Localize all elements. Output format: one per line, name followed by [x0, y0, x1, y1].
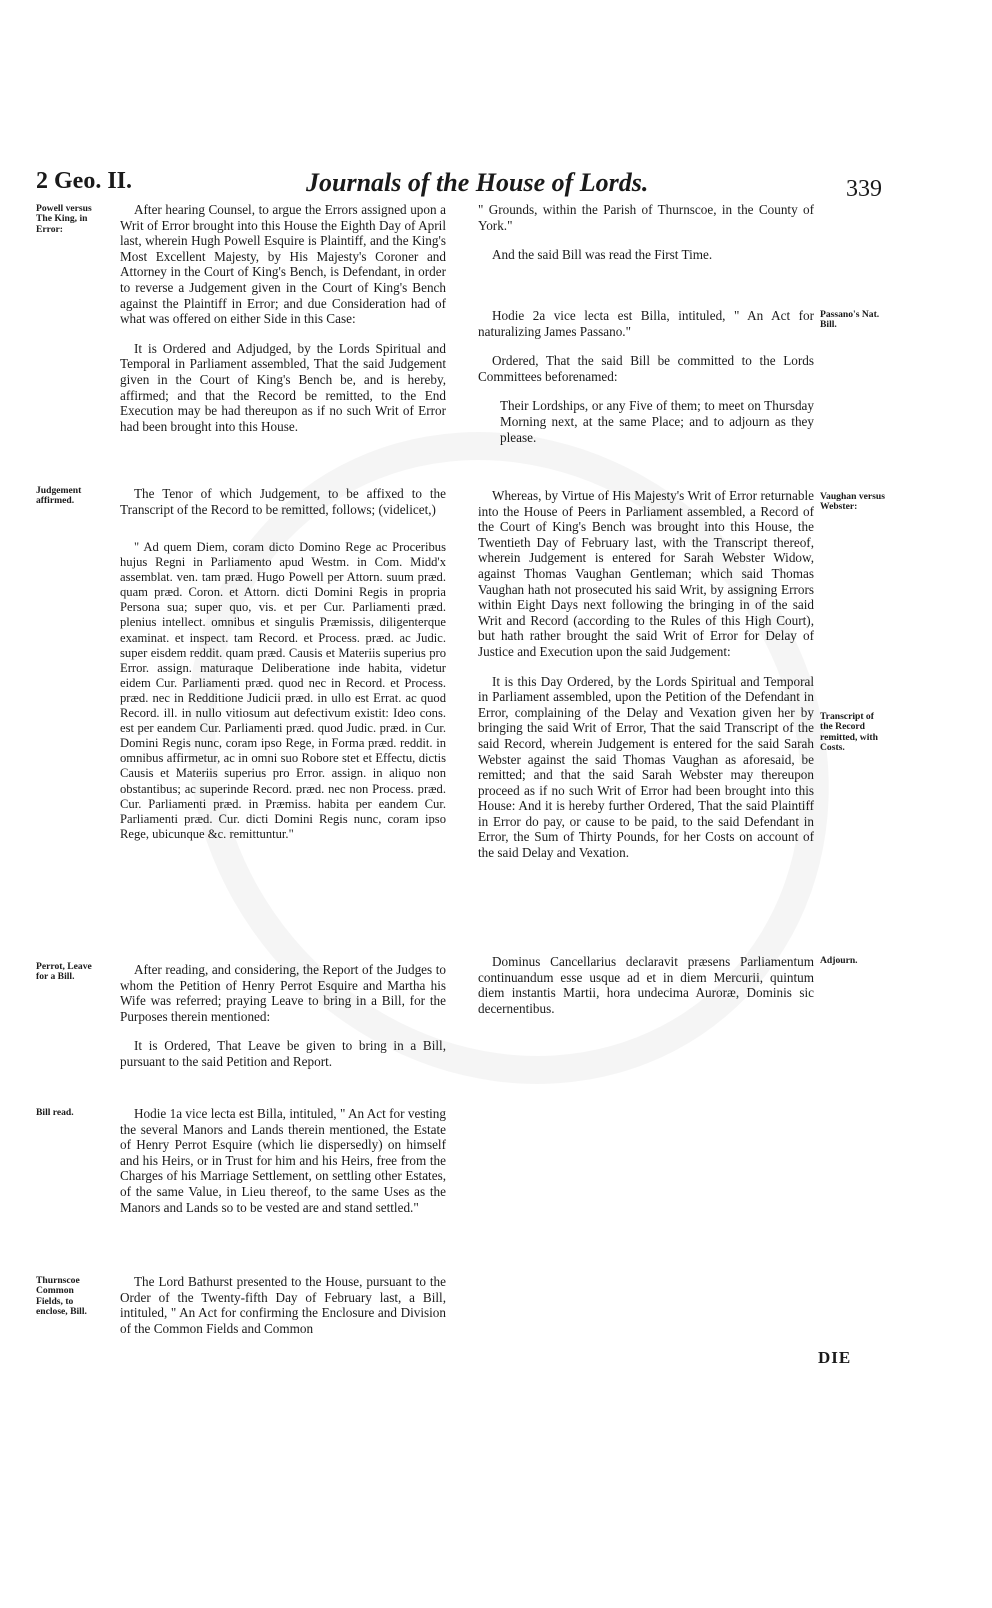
- running-head-left: 2 Geo. II.: [36, 168, 132, 194]
- paragraph-judgement-ordered: It is Ordered and Adjudged, by the Lords Spiritual and Temporal in Parliament assembled, That the said Judgement given in the Court of King's Bench be, and is hereby, affirmed; and that the Record be remitted, to the End Execution may be had thereupon as if no such Writ of Error had been brought into this House.: [120, 340, 446, 434]
- margin-note-passano: Passano's Nat. Bill.: [820, 309, 880, 331]
- paragraph-perrot-leave: It is Ordered, That Leave be given to bring in a Bill, pursuant to the said Petition and Report.: [120, 1038, 446, 1069]
- paragraph-thurnscoe-bill: The Lord Bathurst presented to the House, pursuant to the Order of the Twenty-fifth Day of February last, a Bill, intituled, " An Act for confirming the Enclosure and Division of the Common Fields and Common: [120, 1274, 446, 1336]
- margin-note-adjourn: Adjourn.: [820, 955, 858, 966]
- paragraph-whereas: Whereas, by Virtue of His Majesty's Writ of Error returnable into the House of Peers in Parliament assembled, a Record of the Court of King's Bench was brought into this House, the Twentieth Day of February last, with the Transcript thereof, wherein Judgement is entered for Sarah Webster Widow, against Thomas Vaughan Gentleman; which said Thomas Vaughan hath not prosecuted his said Writ, by assigning Errors within Eight Days next following the bringing in of the said Writ and Record (according to the Rules of this High Court), but hath rather brought the said Writ of Error for Delay of Justice and Execution upon the said Judgement:: [478, 488, 814, 659]
- margin-note-bill-read: Bill read.: [36, 1107, 74, 1118]
- margin-note-perrot: Perrot, Leave for a Bill.: [36, 961, 92, 983]
- paragraph-first-time: And the said Bill was read the First Time.: [492, 247, 713, 263]
- paragraph-adjournment: Dominus Cancellarius declaravit præsens Parliamentum continuandum esse usque ad et in diem Mercurii, quintum diem instantis Martii, hora undecima Auroræ, Dominis sic decernentibus.: [478, 954, 814, 1016]
- left-column-bill-read: [120, 1106, 446, 1215]
- paragraph-thurnscoe-cont: " Grounds, within the Parish of Thurnscoe, in the County of York.": [478, 202, 814, 233]
- catchword: DIE: [818, 1348, 852, 1367]
- margin-note-transcript: Transcript of the Record remitted, with Costs.: [820, 711, 878, 754]
- right-column-vaughan: [478, 488, 814, 861]
- paragraph-powell-hearing: After hearing Counsel, to argue the Errors assigned upon a Writ of Error brought into this House the Eighth Day of April last, wherein Hugh Powell Esquire is Plaintiff, and the King's Most Excellent Majesty, by His Majesty's Coroner and Attorney in the Court of King's Bench, is Defendant, in order to reverse a Judgement given in the Court of King's Bench against the Plaintiff in Error; and due Consideration had of what was offered on either Side in this Case:: [120, 202, 446, 327]
- paragraph-passano-bill: Hodie 2a vice lecta est Billa, intituled, " An Act for naturalizing James Passano.": [478, 308, 814, 339]
- latin-judgement-text: " Ad quem Diem, coram dicto Domino Rege ac Proceribus hujus Regni in Parliamento apud Westm. in Com. Midd'x assemblat. ven. tam præd. Hugo Powell per Attorn. suum præd. quam præd. Coron. et Attorn. dicti Domini Regis in propria Persona sua; super quo, vis. et per Cur. Parliamenti præd. plenius intellect. omnibus et singulis Præmissis, diligenterque examinat. et inspect. tam Record. et Process. præd. ac Judic. super eisdem reddit. quam præd. Causis et Materiis superius pro Error. assign. maturaque Deliberatione inde habita, videtur eidem Cur. Parliamenti præd. quod nec in Record. et Process. præd. nec in Redditione Judicii præd. in ullo est Errat. ac quod Record. ill. in nullo vitiosum aut defectivum existit: Ideo cons. est per eandem Cur. Parliamenti præd. quod Judic. præd. in Cur. Domini Regis nunc, coram ipso Rege, in Forma præd. reddit. in omnibus affirmetur, ac in omni suo Robore stet et Effectu, dictis Causis et Materiis superius pro Error. assign. in aliquo non obstantibus; ac superinde Record. præd. nec non Process. præd. Cur. Parliamenti præd. in Præmiss. habita per eandem Cur. Parliamenti præd. Cur. dicti Domini Regis nunc, coram ipso Rege, ubicunque &c. remittuntur.": [120, 540, 446, 841]
- left-column-latin: [120, 540, 446, 842]
- page-header: [36, 168, 882, 200]
- page-title: Journals of the House of Lords.: [306, 168, 649, 197]
- margin-note-judgement: Judgement affirmed.: [36, 485, 82, 507]
- right-column-passano: [478, 308, 814, 445]
- right-column-adjourn: [478, 954, 814, 1016]
- left-column-perrot: [120, 962, 446, 1070]
- page-number: 339: [846, 176, 882, 202]
- paragraph-transcript-ordered: It is this Day Ordered, by the Lords Spiritual and Temporal in Parliament assembled, upon the Petition of the Defendant in Error, complaining of the Delay and Vexation given her by bringing the said Writ of Error, That the said Transcript of the said Record, wherein Judgement is entered for the said Sarah Webster against the said Thomas Vaughan as aforesaid, be remitted; and that the said Sarah Webster may thereupon proceed as if no such Writ of Error had been brought into this House: And it is hereby further Ordered, That the said Plaintiff in Error do pay, or cause to be paid, to the said Defendant in Error, the Sum of Thirty Pounds, for her Costs on account of the said Delay and Vexation.: [478, 673, 814, 861]
- margin-note-powell: Powell versus The King, in Error:: [36, 203, 92, 235]
- paragraph-tenor: The Tenor of which Judgement, to be affixed to the Transcript of the Record to be remitted, follows; (videlicet,): [120, 486, 446, 517]
- margin-note-vaughan: Vaughan versus Webster:: [820, 491, 885, 513]
- left-column-tenor: [120, 486, 446, 517]
- paragraph-perrot-bill: Hodie 1a vice lecta est Billa, intituled, " An Act for vesting the several Manors and Lands therein mentioned, the Estate of Henry Perrot Esquire (which lie dispersedly) on himself and his Heirs, or in Trust for him and his Heirs, free from the Charges of his Marriage Settlement, on settling other Estates, of the same Value, in Lieu thereof, to the same Uses as the Manors and Lands so to be vested are and stand settled.": [120, 1106, 446, 1215]
- right-column-top: [478, 202, 814, 263]
- left-column-thurnscoe: [120, 1274, 446, 1336]
- paragraph-committed: Ordered, That the said Bill be committed to the Lords Committees beforenamed:: [478, 353, 814, 384]
- paragraph-lordships-meet: Their Lordships, or any Five of them; to meet on Thursday Morning next, at the same Place; and to adjourn as they please.: [500, 398, 814, 445]
- margin-note-thurnscoe: Thurnscoe Common Fields, to enclose, Bill.: [36, 1275, 87, 1318]
- paragraph-perrot-report: After reading, and considering, the Report of the Judges to whom the Petition of Henry Perrot Esquire and Martha his Wife was referred; praying Leave to bring in a Bill, for the Purposes therein mentioned:: [120, 962, 446, 1024]
- left-column-top: [120, 202, 446, 434]
